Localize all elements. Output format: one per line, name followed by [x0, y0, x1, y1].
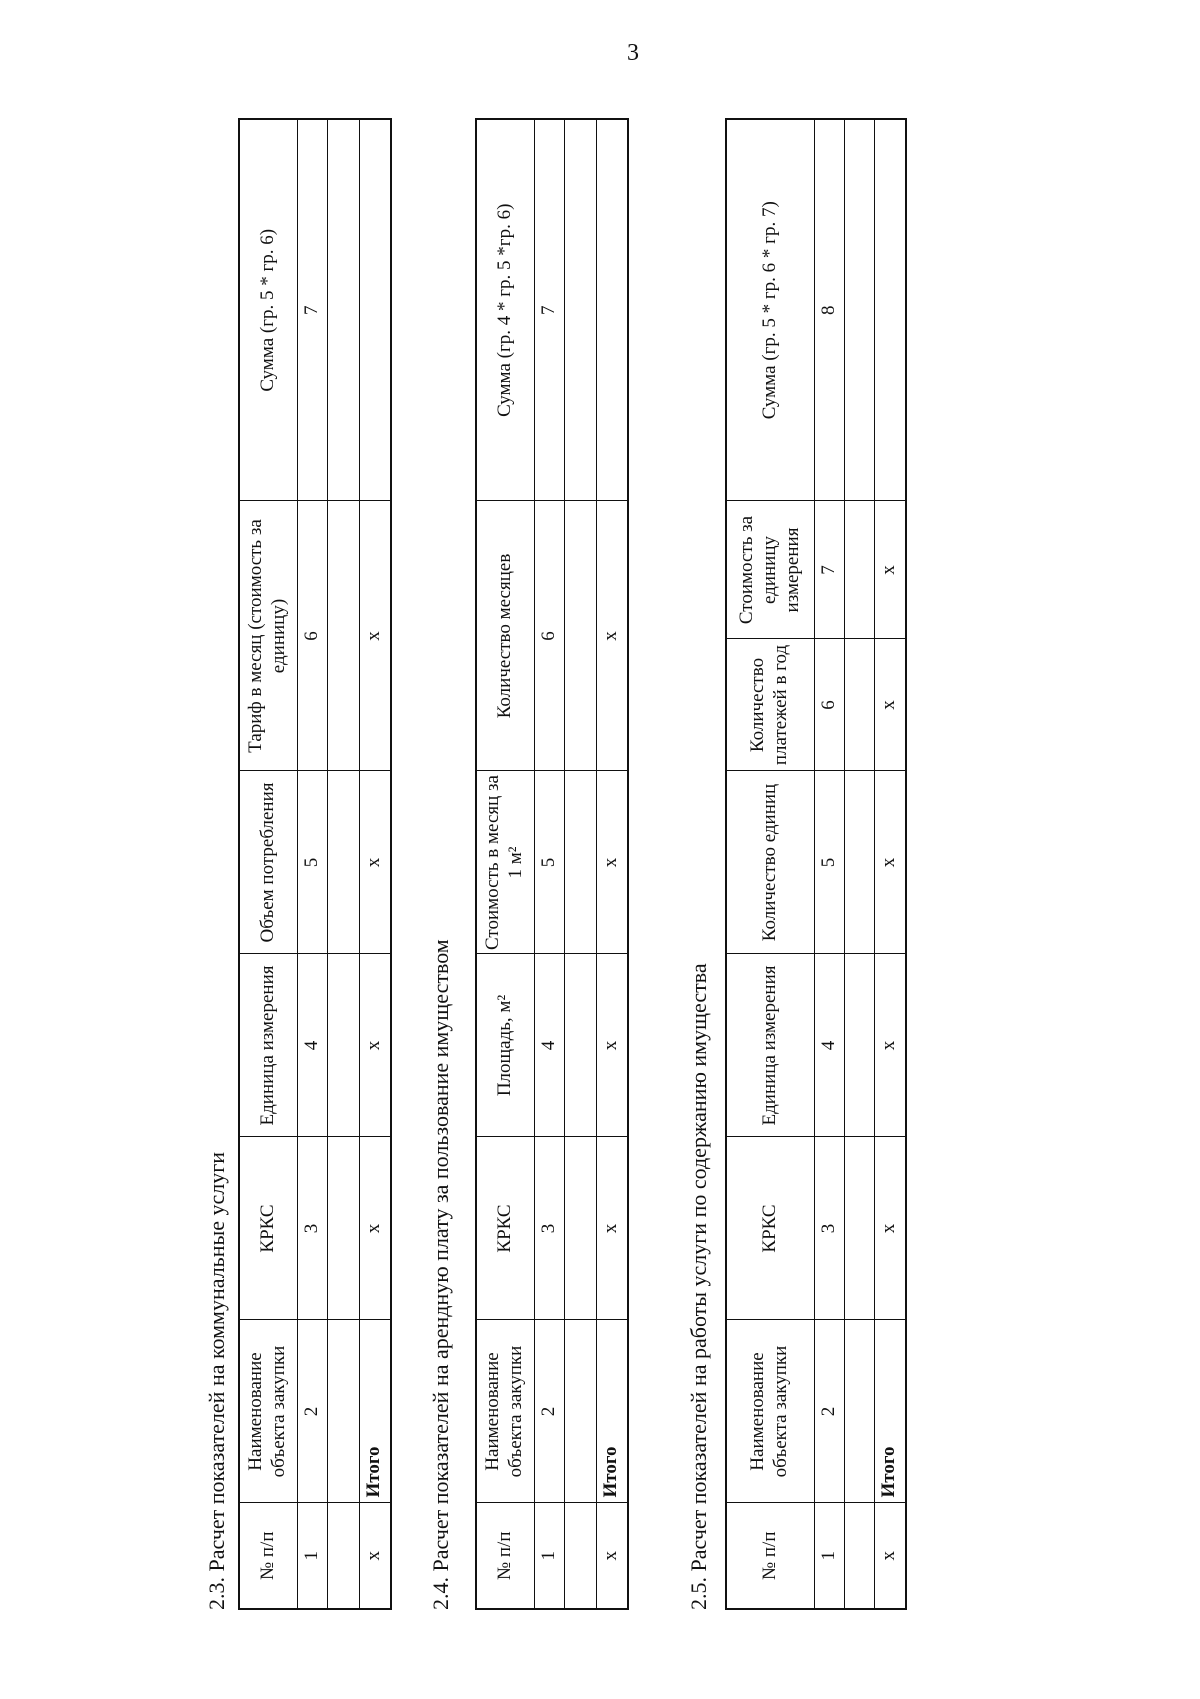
- rotated-content: [200, 120, 960, 1610]
- total-cell: [596, 119, 628, 501]
- col-header: № п/п: [476, 1503, 534, 1609]
- col-number: 5: [814, 771, 844, 954]
- table-header-row: [476, 119, 534, 1609]
- col-number: 6: [534, 501, 564, 771]
- section-title-2-4: 2.4. Расчет показателей на арендную плату за пользование имуществом: [428, 939, 453, 1610]
- col-header: Стоимость за единицу измерения: [726, 501, 814, 639]
- page-number: 3: [627, 40, 639, 66]
- total-cell: x: [596, 501, 628, 771]
- col-number: 1: [297, 1503, 327, 1609]
- col-header: Единица измерения: [239, 954, 297, 1137]
- col-number: 4: [814, 954, 844, 1137]
- table-maintenance: [725, 118, 907, 1610]
- col-header: Наименование объекта закупки: [476, 1320, 534, 1503]
- col-header: Сумма (гр. 5 * гр. 6 * гр. 7): [726, 119, 814, 501]
- col-header: Наименование объекта закупки: [239, 1320, 297, 1503]
- table-total-row: [359, 119, 391, 1609]
- col-header: КРКС: [239, 1137, 297, 1320]
- table-header-row: [239, 119, 297, 1609]
- col-number: 5: [534, 771, 564, 954]
- table-row-empty: [327, 119, 359, 1609]
- col-header: Количество единиц: [726, 771, 814, 954]
- total-label: Итого: [874, 1320, 906, 1503]
- col-header: Объем потребления: [239, 771, 297, 954]
- col-number: 7: [297, 119, 327, 501]
- col-number: 2: [534, 1320, 564, 1503]
- col-header: Количество месяцев: [476, 501, 534, 771]
- col-header: Наименование объекта закупки: [726, 1320, 814, 1503]
- total-cell: x: [596, 954, 628, 1137]
- col-number: 3: [297, 1137, 327, 1320]
- col-number: 2: [814, 1320, 844, 1503]
- col-number: 3: [534, 1137, 564, 1320]
- total-cell: x: [874, 501, 906, 639]
- total-cell: x: [596, 1503, 628, 1609]
- col-header: № п/п: [726, 1503, 814, 1609]
- total-cell: x: [359, 771, 391, 954]
- col-number: 8: [814, 119, 844, 501]
- table-rent: [475, 118, 629, 1610]
- table-header-row: [726, 119, 814, 1609]
- col-header: КРКС: [726, 1137, 814, 1320]
- col-header: Количество платежей в год: [726, 639, 814, 771]
- total-cell: x: [359, 954, 391, 1137]
- table-numbers-row: [534, 119, 564, 1609]
- col-number: 3: [814, 1137, 844, 1320]
- total-cell: x: [874, 1137, 906, 1320]
- table-utilities: [238, 118, 392, 1610]
- col-number: 4: [534, 954, 564, 1137]
- section-title-2-5: 2.5. Расчет показателей на работы услуги по содержанию имущества: [686, 963, 711, 1610]
- total-cell: x: [874, 954, 906, 1137]
- total-cell: x: [874, 771, 906, 954]
- table-row-empty: [564, 119, 596, 1609]
- col-header: № п/п: [239, 1503, 297, 1609]
- col-header: КРКС: [476, 1137, 534, 1320]
- table-total-row: [596, 119, 628, 1609]
- col-number: 5: [297, 771, 327, 954]
- total-label: Итого: [359, 1320, 391, 1503]
- col-header: Тариф в месяц (стоимость за единицу): [239, 501, 297, 771]
- col-header: Стоимость в месяц за 1 м²: [476, 771, 534, 954]
- table-total-row: [874, 119, 906, 1609]
- total-cell: x: [874, 639, 906, 771]
- table-row-empty: [844, 119, 874, 1609]
- col-number: 6: [814, 639, 844, 771]
- total-label: Итого: [596, 1320, 628, 1503]
- col-number: 7: [814, 501, 844, 639]
- col-number: 2: [297, 1320, 327, 1503]
- table-numbers-row: [814, 119, 844, 1609]
- col-number: 7: [534, 119, 564, 501]
- col-number: 6: [297, 501, 327, 771]
- col-number: 1: [814, 1503, 844, 1609]
- total-cell: x: [596, 771, 628, 954]
- col-number: 1: [534, 1503, 564, 1609]
- col-header: Сумма (гр. 5 * гр. 6): [239, 119, 297, 501]
- col-number: 4: [297, 954, 327, 1137]
- total-cell: x: [359, 1137, 391, 1320]
- total-cell: x: [874, 1503, 906, 1609]
- table-numbers-row: [297, 119, 327, 1609]
- section-title-2-3: 2.3. Расчет показателей на коммунальные услуги: [204, 1151, 229, 1610]
- col-header: Сумма (гр. 4 * гр. 5 *гр. 6): [476, 119, 534, 501]
- total-cell: x: [596, 1137, 628, 1320]
- total-cell: [359, 119, 391, 501]
- col-header: Площадь, м²: [476, 954, 534, 1137]
- total-cell: x: [359, 1503, 391, 1609]
- col-header: Единица измерения: [726, 954, 814, 1137]
- total-cell: [874, 119, 906, 501]
- total-cell: x: [359, 501, 391, 771]
